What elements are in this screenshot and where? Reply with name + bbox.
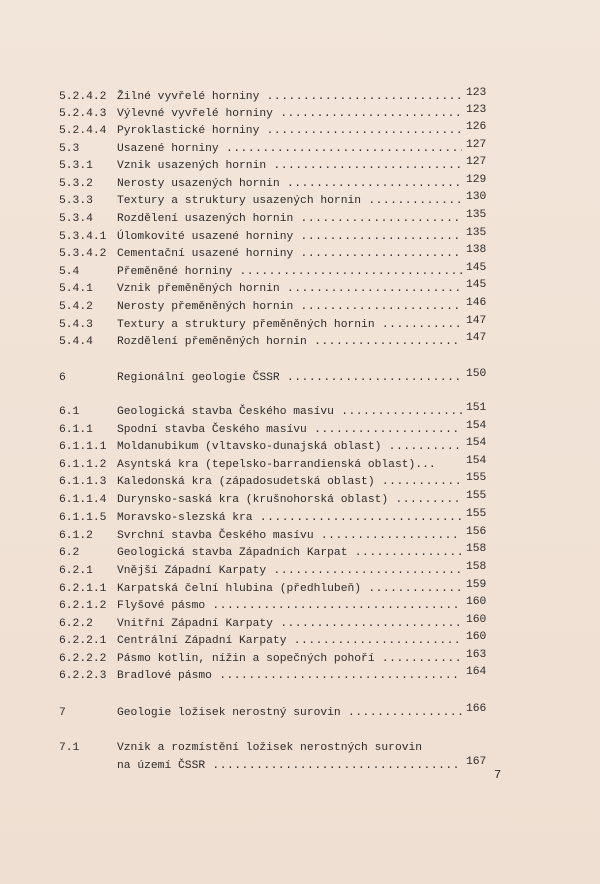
page-number: 123	[466, 104, 487, 116]
page-number: 129	[466, 174, 487, 186]
section-number: 5.3.3	[59, 195, 93, 207]
section-number: 6.2.1	[59, 565, 93, 577]
page-number: 147	[466, 315, 487, 327]
section-number: 5.3.4.2	[59, 248, 107, 260]
section-number: 6.1.1.5	[59, 512, 107, 524]
page-number: 158	[466, 561, 487, 573]
page-number: 158	[466, 543, 487, 555]
section-title: Žilné vyvřelé horniny .....	[117, 89, 462, 106]
section-title: Nerosty přeměněných hornin .....	[117, 299, 462, 316]
section-title: Geologická stavba Českého masívu .....	[117, 404, 462, 421]
page-number: 159	[466, 579, 487, 591]
section-title: Rozdělení usazených hornin .....	[117, 211, 462, 228]
section-title: Vznik přeměněných hornin .....	[117, 281, 462, 298]
section-number: 5.3.2	[59, 178, 93, 190]
page-folio: 7	[494, 768, 502, 782]
page-number: 127	[466, 156, 487, 168]
section-number: 6.2.2.1	[59, 635, 107, 647]
section-title: Svrchní stavba Českého masívu .....	[117, 528, 462, 545]
section-number: 5.4.1	[59, 283, 93, 295]
section-number: 5.3.4.1	[59, 231, 107, 243]
section-number: 5.4.2	[59, 301, 93, 313]
section-title: Vznik usazených hornin .....	[117, 158, 462, 175]
page-number: 145	[466, 262, 487, 274]
section-title: Kaledonská kra (západosudetská oblast) .....	[117, 474, 462, 491]
page-number: 127	[466, 139, 487, 151]
section-title: Karpatská čelní hlubina (předhlubeň) .....	[117, 581, 462, 598]
section-number: 6.2.1.2	[59, 600, 107, 612]
section-title: Centrální Západní Karpaty .....	[117, 633, 462, 650]
section-title: Durynsko-saská kra (krušnohorská oblast) .....	[117, 492, 462, 509]
page-number: 160	[466, 614, 487, 626]
page-number: 163	[466, 649, 487, 661]
section-title: Pyroklastické horniny .....	[117, 123, 462, 140]
section-number: 6.1.1	[59, 424, 93, 436]
section-title: Geologie ložisek nerostný surovin .....	[117, 705, 462, 722]
section-number: 5.3.4	[59, 213, 93, 225]
section-title: Moravsko-slezská kra .....	[117, 510, 462, 527]
section-number: 6.2.2.3	[59, 670, 107, 682]
page-number: 123	[466, 87, 487, 99]
page-number: 156	[466, 526, 487, 538]
page-number: 150	[466, 368, 487, 380]
page-number: 154	[466, 420, 487, 432]
section-number: 6.1.2	[59, 530, 93, 542]
section-title: Asyntská kra (tepelsko-barrandienská oblast)...	[117, 459, 436, 471]
section-number: 5.4.4	[59, 336, 93, 348]
page-number: 160	[466, 631, 487, 643]
section-title: Vznik a rozmístění ložisek nerostných surovin	[117, 742, 423, 754]
page-number: 126	[466, 121, 487, 133]
section-number: 6.1.1.3	[59, 476, 107, 488]
page-number: 135	[466, 209, 487, 221]
page-number: 167	[466, 756, 487, 768]
section-title: Vnější Západní Karpaty .....	[117, 563, 462, 580]
page-number: 155	[466, 508, 487, 520]
section-number: 6.1.1.1	[59, 441, 107, 453]
page-number: 145	[466, 279, 487, 291]
section-number: 6	[59, 372, 66, 384]
section-number: 5.4	[59, 266, 80, 278]
page-number: 135	[466, 227, 487, 239]
section-number: 6.2.2	[59, 618, 93, 630]
section-title: Přeměněné horniny .....	[117, 264, 462, 281]
section-number: 6.1.1.2	[59, 459, 107, 471]
page-number: 155	[466, 472, 487, 484]
page-number: 130	[466, 191, 487, 203]
section-title: Geologická stavba Západních Karpat .....	[117, 545, 462, 562]
page-number: 154	[466, 455, 487, 467]
section-number: 5.2.4.3	[59, 108, 107, 120]
page-number: 151	[466, 402, 487, 414]
page-number: 155	[466, 490, 487, 502]
section-number: 5.2.4.4	[59, 125, 107, 137]
section-number: 6.2.1.1	[59, 583, 107, 595]
section-number: 5.2.4.2	[59, 91, 107, 103]
section-number: 6.1	[59, 406, 80, 418]
section-number: 6.1.1.4	[59, 494, 107, 506]
section-title: Výlevné vyvřelé horniny .....	[117, 106, 462, 123]
section-title: Usazené horniny .....	[117, 141, 462, 158]
section-title: Cementační usazené horniny .....	[117, 246, 462, 263]
section-number: 7.1	[59, 742, 80, 754]
section-title: Rozdělení přeměněných hornin .....	[117, 334, 462, 351]
page-number: 147	[466, 332, 487, 344]
page-number: 146	[466, 297, 487, 309]
section-number: 5.3.1	[59, 160, 93, 172]
section-title: Pásmo kotlin, nížin a sopečných pohoří .....	[117, 651, 462, 668]
section-number: 6.2	[59, 547, 80, 559]
section-title: Moldanubikum (vltavsko-dunajská oblast) .....	[117, 439, 462, 456]
section-number: 5.4.3	[59, 319, 93, 331]
section-number: 7	[59, 707, 66, 719]
page-number: 154	[466, 437, 487, 449]
page-number: 160	[466, 596, 487, 608]
page-number: 164	[466, 666, 487, 678]
section-number: 6.2.2.2	[59, 653, 107, 665]
section-title: Flyšové pásmo .....	[117, 598, 462, 615]
section-number: 5.3	[59, 143, 80, 155]
section-title: Textury a struktury přeměněných hornin .....	[117, 317, 462, 334]
section-title: Regionální geologie ČSSR .....	[117, 370, 462, 387]
page-number: 138	[466, 244, 487, 256]
page-number: 166	[466, 703, 487, 715]
section-title: Textury a struktury usazených hornin .....	[117, 193, 462, 210]
section-title: Nerosty usazených hornin .....	[117, 176, 462, 193]
section-title: Úlomkovité usazené horniny .....	[117, 229, 462, 246]
section-title: Spodní stavba Českého masívu .....	[117, 422, 462, 439]
section-title: na území ČSSR .....	[117, 758, 462, 775]
section-title: Vnitřní Západní Karpaty .....	[117, 616, 462, 633]
section-title: Bradlové pásmo .....	[117, 668, 462, 685]
